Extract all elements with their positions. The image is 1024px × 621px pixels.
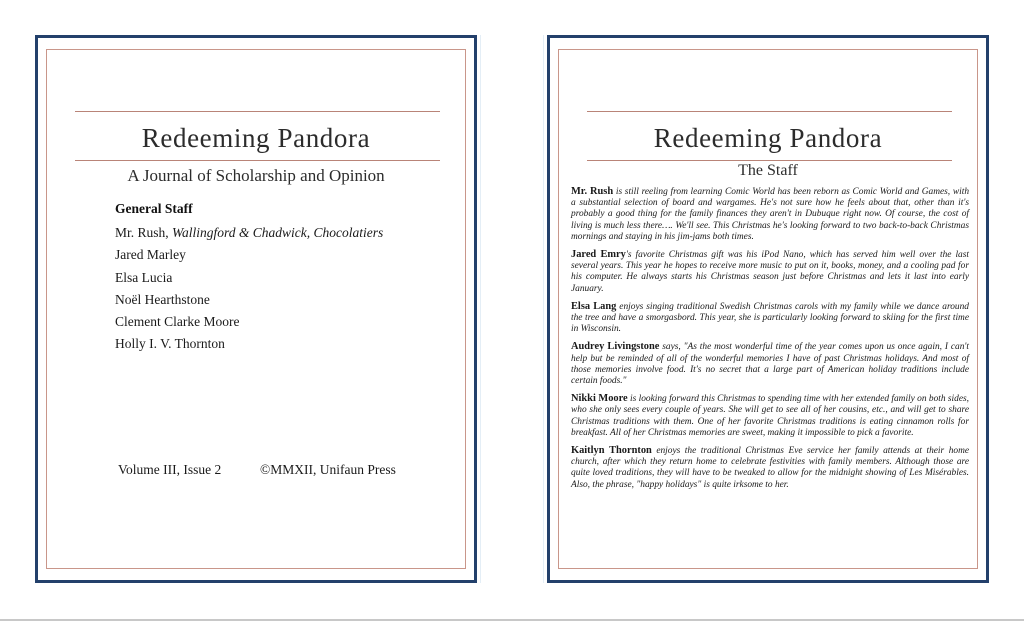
staff-name: Elsa Lucia <box>115 269 173 285</box>
bio-paragraph <box>571 445 969 491</box>
staff-name: Mr. Rush, <box>115 225 173 240</box>
title-bottom-rule <box>75 160 440 161</box>
copyright-notice: ©MMXII, Unifaun Press <box>260 462 396 477</box>
bio-name: Jared Emry <box>571 249 626 261</box>
staff-name: Jared Marley <box>115 247 186 263</box>
title-top-rule <box>75 111 440 112</box>
bio-name: Nikki Moore <box>571 393 628 405</box>
page-gutter <box>480 35 544 583</box>
staff-page[interactable] <box>547 35 989 583</box>
bio-text: enjoys the traditional Christmas Eve service her family attends at their home church, after which they return home to celebrate festivities with family members. Although those are quite loved traditions, they will have to be tweaked to allow for the midnight showing of Les Misérables. Also, the phrase, "happy holidays" is quite irksome to her. <box>571 446 970 490</box>
staff-heading: General Staff <box>115 201 193 216</box>
journal-title: Redeeming Pandora <box>653 123 883 153</box>
bio-name: Kaitlyn Thornton <box>571 445 652 457</box>
staff-item <box>115 333 383 355</box>
bio-text: says, "As the most wonderful time of the year comes upon us once again, I can't help but be reminded of all of the wonderful memories I have of past Christmas holidays. And most of those memories involve food. It's no secret that a large part of American holiday traditions include certain foods." <box>571 342 969 387</box>
bio-text: 's favorite Christmas gift was his iPod Nano, which has served him well over the last several years. This year he hopes to receive more music to put on it, books, money, and a cooling pad for his computer. He always starts his Christmas season just before Christmas and lets it last into early January. <box>571 250 969 294</box>
bio-paragraph <box>571 393 969 439</box>
staff-name: Holly I. V. Thornton <box>115 336 225 352</box>
staff-page-frame <box>558 49 978 569</box>
volume-issue: Volume III, Issue 2 <box>118 462 222 477</box>
title-bottom-rule <box>587 160 952 161</box>
bio-list <box>571 186 969 497</box>
staff-name: Clement Clarke Moore <box>115 314 240 330</box>
staff-item <box>115 244 383 266</box>
journal-subtitle: A Journal of Scholarship and Opinion <box>127 166 385 185</box>
staff-item <box>115 311 383 333</box>
bio-name: Mr. Rush <box>571 186 614 197</box>
bio-paragraph <box>571 249 969 295</box>
title-top-rule <box>587 111 952 112</box>
bio-text: is looking forward this Christmas to spending time with her extended family on both sides, who she only sees every couple of years. She will get to see all of her cousins, etc., and will get to share Christmas traditions with them. One of her favorite Christmas traditions is eating cinnamon rolls for breakfast. All of her Christmas memories are sweet, making it impossible to pick a favorite. <box>571 394 969 438</box>
bio-paragraph <box>571 186 969 243</box>
bio-paragraph <box>571 301 969 336</box>
cover-page-frame <box>46 49 466 569</box>
bio-name: Elsa Lang <box>571 300 617 312</box>
journal-title: Redeeming Pandora <box>141 123 371 153</box>
bio-text: enjoys singing traditional Swedish Christmas carols with my family while we dance around the tree and have a smorgasbord. This year, she is particularly looking forward to skiing for the first time in Wisconsin. <box>571 301 969 335</box>
staff-item <box>115 267 383 289</box>
cover-page[interactable] <box>35 35 477 583</box>
staff-item <box>115 289 383 311</box>
staff-name: Noël Hearthstone <box>115 291 210 307</box>
staff-item <box>115 222 383 244</box>
bio-name: Audrey Livingstone <box>571 341 660 353</box>
bio-paragraph <box>571 341 969 387</box>
staff-list <box>115 222 383 356</box>
staff-affiliation: Wallingford & Chadwick, Chocolatiers <box>172 225 384 240</box>
bio-text: is still reeling from learning Comic World has been reborn as Comic World and Games, with a substantial selection of board and wargames. He's not sure how he feels about that, other than it's probably a good thing for the family finances they aren't in Dubuque right now. Of course, the cost of living is much less there…. We'll see. This Christmas he's looking forward to two back-to-back Christmas mornings and staying in his jim-jams both times. <box>571 187 970 242</box>
page-subtitle: The Staff <box>738 162 798 179</box>
